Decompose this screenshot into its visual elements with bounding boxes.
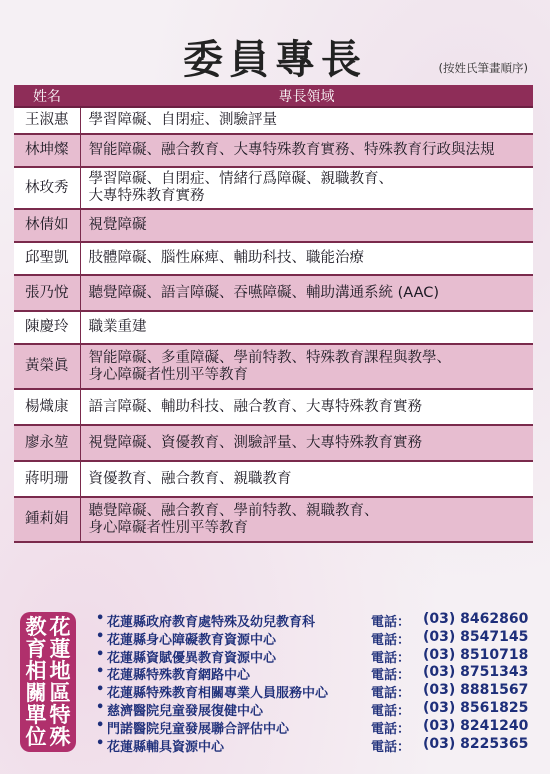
contact-item bbox=[96, 735, 529, 755]
contact-bullet: • bbox=[96, 699, 105, 715]
expert-name: 林倩如 bbox=[14, 209, 80, 242]
footer-label-col-2: 教 育 相 關 單 位 bbox=[25, 615, 47, 749]
expertise-line: 視覺障礙 bbox=[88, 217, 147, 233]
table-header-row bbox=[14, 85, 533, 107]
page-title: 委員專長 bbox=[183, 37, 367, 83]
expertise-line: 視覺障礙、資優教育、測驗評量、大專特殊教育實務 bbox=[88, 434, 422, 451]
expert-name: 陳慶玲 bbox=[14, 311, 80, 344]
expertise-line: 資優教育、融合教育、親職教育 bbox=[88, 470, 292, 487]
contact-phone: (03) 8510718 bbox=[423, 646, 529, 663]
contact-bullet: • bbox=[96, 682, 105, 698]
contact-tel-label: 電話： bbox=[371, 650, 411, 666]
contact-org: 慈濟醫院兒童發展復健中心 bbox=[107, 703, 264, 719]
contact-tel-label: 電話： bbox=[371, 739, 411, 755]
expertise-line: 智能障礙、融合教育、大專特殊教育實務、特殊教育行政與法規 bbox=[88, 142, 495, 158]
footer-label-col-1: 花 蓮 地 區 特 殊 bbox=[49, 615, 71, 749]
expert-name: 楊熾康 bbox=[14, 389, 80, 425]
expert-name: 張乃悅 bbox=[14, 275, 80, 311]
expertise-line: 智能障礙、多重障礙、學前特教、特殊教育課程與教學、 bbox=[88, 349, 451, 366]
expert-name: 邱聖凱 bbox=[14, 242, 80, 275]
contact-list bbox=[96, 611, 529, 755]
expert-name: 林玫秀 bbox=[14, 167, 80, 209]
contact-item bbox=[96, 682, 529, 702]
table-row bbox=[14, 107, 533, 134]
contact-tel-label: 電話： bbox=[371, 668, 411, 684]
expert-expertise bbox=[80, 107, 533, 134]
table-row bbox=[14, 344, 533, 389]
expert-name: 廖永堃 bbox=[14, 425, 80, 461]
expert-expertise bbox=[80, 275, 533, 311]
contact-org: 門諾醫院兒童發展聯合評估中心 bbox=[107, 721, 290, 737]
expert-expertise bbox=[80, 167, 533, 209]
expert-expertise bbox=[80, 461, 533, 497]
table-row bbox=[14, 311, 533, 344]
expertise-line: 學習障礙、自閉症、情緒行爲障礙、親職教育、 bbox=[88, 171, 393, 187]
contact-tel-label: 電話： bbox=[371, 615, 411, 630]
contact-phone: (03) 8881567 bbox=[423, 682, 529, 699]
expertise-line: 身心障礙者性別平等教育 bbox=[88, 519, 248, 536]
expertise-line: 身心障礙者性別平等教育 bbox=[88, 366, 248, 383]
contact-tel-label: 電話： bbox=[371, 686, 411, 702]
expertise-line: 學習障礙、自閉症、測驗評量 bbox=[88, 112, 277, 128]
experts-table bbox=[14, 85, 533, 543]
expertise-line: 大專特殊教育實務 bbox=[88, 188, 205, 204]
table-row bbox=[14, 461, 533, 497]
contact-bullet: • bbox=[96, 717, 105, 733]
contact-item bbox=[96, 628, 529, 648]
expert-name: 黃榮眞 bbox=[14, 344, 80, 389]
expert-expertise bbox=[80, 209, 533, 242]
header-name: 姓名 bbox=[14, 85, 80, 107]
expert-name: 鍾莉娟 bbox=[14, 497, 80, 542]
contact-tel-label: 電話： bbox=[371, 721, 411, 737]
expert-expertise bbox=[80, 425, 533, 461]
expertise-line: 職業重建 bbox=[88, 319, 147, 335]
contact-tel-label: 電話： bbox=[371, 703, 411, 719]
expert-expertise bbox=[80, 344, 533, 389]
contact-bullet: • bbox=[96, 646, 105, 662]
contact-org: 花蓮縣資賦優異教育資源中心 bbox=[107, 650, 277, 666]
contact-phone: (03) 8462860 bbox=[423, 611, 529, 627]
expertise-line: 聽覺障礙、語言障礙、吞嚥障礙、輔助溝通系統 (AAC) bbox=[88, 284, 440, 301]
contact-phone: (03) 8225365 bbox=[423, 735, 529, 752]
table-row bbox=[14, 134, 533, 167]
contact-bullet: • bbox=[96, 664, 105, 680]
contact-item bbox=[96, 699, 529, 719]
contact-phone: (03) 8561825 bbox=[423, 699, 529, 716]
expert-expertise bbox=[80, 134, 533, 167]
table-row bbox=[14, 389, 533, 425]
contact-item bbox=[96, 717, 529, 737]
contact-org: 花蓮縣政府教育處特殊及幼兒教育科 bbox=[107, 615, 316, 630]
table-row bbox=[14, 242, 533, 275]
expert-name: 王淑惠 bbox=[14, 107, 80, 134]
expertise-line: 肢體障礙、腦性麻痺、輔助科技、職能治療 bbox=[88, 250, 364, 266]
contact-item bbox=[96, 611, 529, 630]
sort-order-note: (按姓氏筆畫順序) bbox=[438, 61, 528, 75]
header-expertise: 專長領域 bbox=[80, 85, 533, 107]
contact-phone: (03) 8241240 bbox=[423, 717, 529, 734]
expert-name: 林坤燦 bbox=[14, 134, 80, 167]
table-row bbox=[14, 209, 533, 242]
expert-expertise bbox=[80, 497, 533, 542]
contact-phone: (03) 8751343 bbox=[423, 664, 529, 681]
table-row bbox=[14, 275, 533, 311]
contact-org: 花蓮縣輔具資源中心 bbox=[107, 739, 225, 755]
contact-org: 花蓮縣特殊教育相關專業人員服務中心 bbox=[107, 686, 329, 702]
expert-expertise bbox=[80, 311, 533, 344]
expert-name: 蔣明珊 bbox=[14, 461, 80, 497]
table-row bbox=[14, 167, 533, 209]
contact-tel-label: 電話： bbox=[371, 632, 411, 648]
expertise-line: 語言障礙、輔助科技、融合教育、大專特殊教育實務 bbox=[88, 398, 422, 415]
footer-label bbox=[20, 612, 76, 752]
contact-bullet: • bbox=[96, 735, 105, 751]
expert-expertise bbox=[80, 242, 533, 275]
contact-item bbox=[96, 664, 529, 684]
contact-org: 花蓮縣特殊教育網路中心 bbox=[107, 668, 251, 684]
table-row bbox=[14, 425, 533, 461]
expertise-line: 聽覺障礙、融合教育、學前特教、親職教育、 bbox=[88, 502, 379, 519]
contact-item bbox=[96, 646, 529, 666]
expert-expertise bbox=[80, 389, 533, 425]
contact-bullet: • bbox=[96, 628, 105, 644]
contact-bullet: • bbox=[96, 611, 105, 626]
contact-org: 花蓮縣身心障礙教育資源中心 bbox=[107, 632, 277, 648]
table-row bbox=[14, 497, 533, 542]
contact-phone: (03) 8547145 bbox=[423, 628, 529, 645]
